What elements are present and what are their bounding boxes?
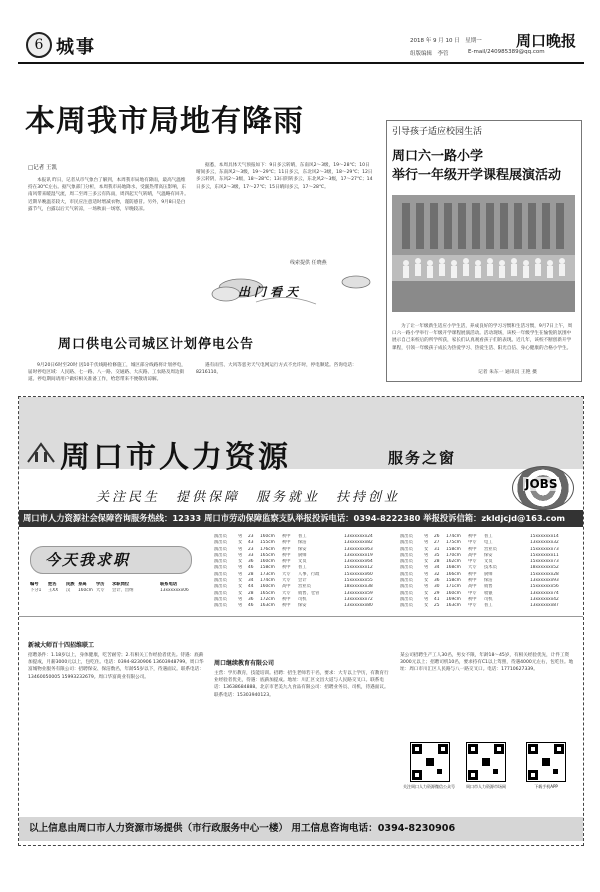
table-cell: 13xxxxxxx64 [344, 559, 373, 565]
table-cell: 35 [434, 552, 440, 558]
table-cell: 身高 [78, 582, 87, 587]
editor-line: 组版编辑 李管 [410, 51, 449, 57]
side-article-headline-1: 周口六一路小学 [392, 149, 484, 164]
table-cell: 男 [424, 534, 429, 539]
table-cell: 男 [424, 540, 429, 546]
jobs-target-badge [512, 466, 574, 510]
table-cell: 演出员 [400, 546, 413, 552]
table-cell: 保安 [484, 552, 493, 558]
table-cell: 大专 [282, 571, 291, 577]
table-cell: 初中 [468, 571, 477, 577]
table-cell: 13xxxxxxx82 [344, 540, 373, 546]
jobseeker-table-right [400, 534, 582, 610]
table-cell: 31 [434, 546, 440, 552]
table-cell: 演出员 [400, 565, 413, 571]
table-cell: 演出员 [400, 552, 413, 558]
table-cell: 保洁 [484, 578, 493, 584]
table-cell: 演出员 [400, 571, 413, 577]
table-cell: 初中 [468, 596, 477, 602]
table-cell: 初中 [468, 546, 477, 552]
table-cell: 普工 [298, 565, 307, 571]
table-cell: 演出员 [400, 584, 413, 590]
table-cell: 29 [434, 590, 440, 596]
side-article-kicker: 引导孩子适应校园生活 [392, 127, 483, 137]
table-cell: 演出员 [400, 578, 413, 584]
table-cell: 文员 [484, 559, 493, 565]
table-cell: 联系电话 [160, 582, 178, 587]
table-cell: 男 [238, 552, 243, 558]
table-cell: 求职岗位 [112, 582, 130, 587]
table-cell: 162cm [446, 559, 461, 565]
bottom-info-bar [19, 817, 583, 841]
table-cell: 编号 [30, 582, 39, 587]
table-cell: 27 [434, 540, 440, 546]
power-body-right: 遇有雨雪、大风等恶劣天气电网运行方式不允许时，停电顺延。咨询电话：8216110。 [196, 363, 357, 376]
table-cell: 172cm [260, 596, 275, 602]
table-cell: 15xxxxxxx14 [530, 534, 559, 539]
table-cell: 13xxxxxxx93 [530, 578, 559, 584]
table-cell: 34 [248, 578, 254, 584]
table-cell: 160cm [78, 588, 93, 594]
lead-headline: 本周我市局地有降雨 [25, 104, 304, 139]
table-cell: 男 [238, 546, 243, 552]
table-cell: 演出员 [214, 534, 227, 539]
hr-logo-icon [26, 440, 56, 464]
table-cell: 160cm [260, 559, 275, 565]
table-cell: 165cm [260, 552, 275, 558]
table-cell: 男 [238, 534, 243, 539]
table-cell: 高中 [468, 584, 477, 590]
table-cell: 女 [424, 578, 429, 584]
table-cell: 170cm [446, 552, 461, 558]
paper-name: 周口晚报 [516, 32, 577, 50]
power-headline: 周口供电公司城区计划停电公告 [58, 337, 255, 352]
table-row [30, 588, 198, 594]
jobseeker-logo [30, 546, 192, 574]
table-cell: 初中 [282, 552, 291, 558]
table-cell: 女 [424, 590, 429, 596]
side-article-byline: 记者 朱东一 通讯员 王艳 摄 [478, 370, 537, 375]
jobseeker-logo-text: 今天我求职 [45, 551, 131, 569]
table-cell: 15xxxxxxx60 [344, 571, 373, 577]
table-cell: 160cm [260, 534, 275, 539]
table-cell: 姓名 [48, 582, 57, 587]
table-cell: 演出员 [400, 534, 413, 539]
issue-date: 2018 年 9 月 10 日 星期一 [410, 38, 482, 44]
table-cell: 演出员 [400, 603, 413, 609]
qr-code-website[interactable] [466, 742, 506, 782]
table-cell: 13xxxxxxx06 [160, 588, 189, 594]
table-cell: 电工 [484, 540, 493, 546]
table-cell: 营业员 [484, 546, 497, 552]
table-cell: 演出员 [214, 552, 227, 558]
table-cell: 34 [434, 565, 440, 571]
table-cell: 学历 [96, 582, 105, 587]
table-cell: 15xxxxxxx73 [530, 559, 559, 565]
table-cell: 36 [248, 596, 254, 602]
table-cell: 女 [238, 578, 243, 584]
table-cell: 演出员 [214, 559, 227, 565]
table-cell: 民族 [66, 582, 75, 587]
table-cell: 营业员 [298, 584, 311, 590]
table-cell: 男 [424, 571, 429, 577]
table-cell: 技术员 [484, 565, 497, 571]
table-cell: 初中 [468, 578, 477, 584]
table-cell: 普工 [298, 534, 307, 539]
table-cell: 15xxxxxxx55 [344, 578, 373, 584]
table-cell: 女 [424, 546, 429, 552]
table-cell: 13xxxxxxx63 [344, 546, 373, 552]
table-cell: 演出员 [214, 540, 227, 546]
bottom-info-text: 以上信息由周口市人力资源市场提供（市行政服务中心一楼） 用工信息咨询电话：0394-8230906 [29, 823, 456, 834]
table-cell: 大专 [468, 565, 477, 571]
table-cell: 演出员 [400, 596, 413, 602]
table-cell: 人事、行政 [298, 571, 320, 577]
table-cell: 160cm [260, 584, 275, 590]
table-cell: 18xxxxxxx38 [344, 584, 373, 590]
lead-byline: □记者 王凯 [28, 165, 57, 171]
table-cell: 174cm [260, 578, 275, 584]
table-cell: 28 [248, 590, 254, 596]
table-row [214, 603, 398, 609]
table-cell: 演出员 [214, 571, 227, 577]
table-cell: 汉 [66, 588, 71, 594]
hotline-text: 周口市人力资源社会保障咨询服务热线：12333 周口市劳动保障监察支队举报投诉电话：0394-8222380 举报投诉信箱：zkldjcjd@163.com [23, 513, 566, 523]
listings-divider [19, 616, 583, 617]
listing-col2-body: 主营：学历教育，技能培训。招聘：招生老师若干名，要求：大专以上学历，有教育行业经验者优先，待遇：底薪加提成。地址：川汇区文昌大道与人民路交叉口。联系电话：13638684888。北京市老美九九食品有限公司：招聘业务员、司机，待遇面议。联系电话：15303940123。 [214, 671, 389, 698]
table-cell: 王XX [48, 588, 59, 594]
qr-code-wechat[interactable] [410, 742, 450, 782]
listing-col1-body: 招聘条件：1.18岁以上，身体健康，吃苦耐劳；2.有相关工作经验者优先。待遇：底薪加提成，月薪3000元以上，包吃住。电话：0394-8230906 13603948799。周口华富城物业服务有限公司：招聘保安、保洁数名，年龄55岁以下，待遇面议。联系电话：13460050005 15993232679。周口华富商业有限公司。 [28, 653, 204, 680]
table-cell: 女 [238, 559, 243, 565]
table-cell: 演出员 [400, 540, 413, 546]
table-cell: 36 [248, 559, 254, 565]
hotline-bar [19, 510, 583, 527]
table-cell: 男 [424, 584, 429, 590]
table-cell: 大专 [96, 588, 105, 594]
table-cell: 158cm [446, 546, 461, 552]
table-cell: 演出员 [214, 578, 227, 584]
table-cell: 女 [238, 590, 243, 596]
table-cell: 中专 [468, 540, 477, 546]
table-cell: 13xxxxxxx72 [344, 596, 373, 602]
table-cell: 15xxxxxxx56 [530, 584, 559, 590]
table-cell: 厨师 [298, 552, 307, 558]
table-cell: 普工 [484, 603, 493, 609]
table-cell: 女 [424, 559, 429, 565]
table-cell: 175cm [446, 540, 461, 546]
table-cell: 会计 [298, 578, 307, 584]
table-cell: 171cm [446, 584, 461, 590]
table-cell: 会计、出纳 [112, 588, 134, 594]
table-cell: 174cm [446, 534, 461, 539]
table-cell: 销售 [484, 584, 493, 590]
table-cell: 销售、仓管 [298, 590, 320, 596]
table-cell: 初中 [282, 534, 291, 539]
table-cell: 13xxxxxxx87 [530, 603, 559, 609]
table-cell: 23 [248, 534, 254, 539]
jobseeker-table-middle [214, 534, 398, 610]
table-cell: 13xxxxxxx74 [530, 590, 559, 596]
qr-code-app[interactable] [526, 742, 566, 782]
table-cell: 保安 [298, 603, 307, 609]
lead-body-right: 据悉，本周具体天气预报如下：9日多云转晴，东南风2～3级，19～28℃；10日晴间多云，东南风2～3级，19～29℃；11日多云，东北风2～3级，18～29℃；12日多云转阴，东风2～3级，18～28℃；13日阴转多云，东北风2～3级，17～27℃；14日多云，东风2～3级，17～27℃；15日晴间多云，17～28℃。 [196, 163, 373, 190]
editor-email: E-mail/240985389@qq.com [468, 49, 545, 55]
table-cell: 13xxxxxxx42 [530, 596, 559, 602]
table-cell: 13xxxxxxx80 [344, 603, 373, 609]
table-cell: 初中 [282, 603, 291, 609]
table-cell: 男 [424, 552, 429, 558]
table-cell: 30 [434, 584, 440, 590]
table-cell: 23 [248, 546, 254, 552]
table-cell: 演出员 [214, 596, 227, 602]
table-cell: 160cm [446, 590, 461, 596]
table-cell: 18xxxxxxx52 [530, 565, 559, 571]
table-cell: 文员 [298, 559, 307, 565]
weather-caption: 出门看天 [238, 285, 303, 299]
header-rule [18, 62, 584, 64]
qr-caption-app: 下载手机APP [534, 784, 558, 789]
side-article-body: 为了让一年级新生适应小学生活，养成良好的学习习惯和生活习惯，9月7日上午，周口六一路小学举行一年级开学课程展演活动。活动现场，该校一年级学生在愉悦的氛围中展示自己来校后的所学所获，家长们认真观看孩子们的表现。近几年，该校不断创新开学课程，引领一年级孩子成长为热爱学习、热爱生活、阳光自信、身心健康的合格小学生。 [392, 324, 573, 351]
table-cell: 173cm [260, 571, 275, 577]
table-cell: 保安 [298, 546, 307, 552]
table-cell: 收银 [484, 590, 493, 596]
school-event-photo [392, 195, 575, 312]
table-cell: 男 [238, 565, 243, 571]
table-cell: 女 [238, 540, 243, 546]
table-cell: 28 [434, 559, 440, 565]
table-cell: 155cm [260, 540, 275, 546]
table-cell: 32 [434, 571, 440, 577]
table-cell: 26 [434, 534, 440, 539]
table-cell: 中专 [468, 590, 477, 596]
hr-ad-title: 周口市人力资源 [60, 440, 291, 475]
jobseeker-table [30, 582, 198, 595]
side-article-headline-2: 举行一年级开学课程展演活动 [392, 168, 562, 183]
table-cell: 15xxxxxxx11 [530, 552, 559, 558]
table-cell: 33 [248, 552, 254, 558]
table-cell: 15xxxxxxx28 [530, 571, 559, 577]
table-cell: 166cm [446, 571, 461, 577]
listing-col3-body: 某公司招聘生产工人30名，男女不限，年龄18～45岁，有相关经验优先，计件工资3000元以上；招聘司机10名，要求持有C1以上驾照，待遇4000元左右，包吃住。地址：周口市川汇区人民路与八一路交叉口。电话：17710627339。 [400, 653, 574, 673]
table-cell: 176cm [260, 546, 275, 552]
table-cell: 28 [248, 571, 254, 577]
table-cell: 169cm [446, 596, 461, 602]
table-cell: 13xxxxxxx19 [344, 552, 373, 558]
table-cell: 厨师 [484, 571, 493, 577]
table-cell: 163cm [260, 603, 275, 609]
section-name: 城事 [56, 37, 96, 58]
table-cell: 演出员 [400, 559, 413, 565]
table-cell: 46 [248, 603, 254, 609]
hr-ad-subtitle: 服务之窗 [388, 449, 457, 467]
table-cell: 初中 [282, 559, 291, 565]
table-cell: 大专 [282, 590, 291, 596]
table-cell: 男 [424, 565, 429, 571]
table-cell: 下分1 [30, 588, 42, 594]
table-cell: 保洁 [298, 540, 307, 546]
table-cell: 高中 [282, 584, 291, 590]
table-row [400, 603, 582, 609]
table-cell: 演出员 [214, 546, 227, 552]
hr-ad-slogan: 关注民生 提供保障 服务就业 扶持创业 [96, 490, 401, 505]
table-cell: 44 [248, 584, 254, 590]
table-cell: 41 [434, 596, 440, 602]
listing-col1-title: 新城大师百十四招维联工 [28, 642, 95, 649]
table-cell: 158cm [260, 565, 275, 571]
table-cell: 司机 [484, 596, 493, 602]
table-cell: 46 [248, 565, 254, 571]
table-cell: 大专 [282, 578, 291, 584]
jobs-badge-label: JOBS [525, 477, 558, 491]
page-number-badge [26, 32, 52, 58]
table-cell: 13xxxxxxx32 [530, 540, 559, 546]
table-cell: 15xxxxxxx12 [344, 565, 373, 571]
listing-col2-title: 周口继续教育有限公司 [214, 660, 275, 667]
table-cell: 演出员 [214, 590, 227, 596]
page-header [18, 28, 584, 68]
table-cell: 男 [424, 596, 429, 602]
table-cell: 中专 [468, 559, 477, 565]
table-cell: 168cm [446, 565, 461, 571]
table-cell: 158cm [446, 578, 461, 584]
table-cell: 男 [238, 596, 243, 602]
table-cell: 13xxxxxxx59 [344, 590, 373, 596]
power-body-left: 9月20日6时至20时 因10千伏线路检修施工，城区部分线路将计划停电，届时停电区域：人民路、七一路、八一路、交通路、大庆路、工农路及周边街道。停电期间请用户做好相关准备工作，给您带来不便敬请谅解。 [28, 363, 186, 383]
table-cell: 163cm [446, 603, 461, 609]
table-cell: 25 [434, 603, 440, 609]
qr-caption-wechat: 关注周口人力资源微信公众号 [403, 784, 455, 789]
table-cell: 36 [434, 578, 440, 584]
table-cell: 43 [248, 540, 254, 546]
table-cell: 女 [238, 584, 243, 590]
lead-source-note: 线索提供 任晓燕 [290, 260, 327, 266]
table-cell: 普工 [484, 534, 493, 539]
table-cell: 初中 [282, 546, 291, 552]
table-cell: 男 [238, 571, 243, 577]
lead-body-left: 本报讯 昨日，记者从市气象台了解到，本周我市局地有降雨，最高气温维持在30℃左右。据气象部门分析，本周我市局地降水，受副热带高压影响，东南风带来暖湿气流，周二至周三多云有阵雨，周四起天气转晴，气温略有回升。近期早晚温差较大，市民应注意适时增减衣物，谨防感冒。另外，9月8日是白露节气，白露以后天气转凉，一场秋雨一场寒，早晚较凉。 [28, 178, 189, 212]
table-cell: 演出员 [214, 603, 227, 609]
table-cell: 初中 [282, 596, 291, 602]
page-number: 6 [34, 37, 44, 53]
table-cell: 女 [424, 603, 429, 609]
table-cell: 演出员 [400, 590, 413, 596]
table-cell: 演出员 [214, 584, 227, 590]
table-cell: 中专 [468, 603, 477, 609]
table-cell: 高中 [468, 552, 477, 558]
table-cell: 演出员 [214, 565, 227, 571]
table-cell: 司机 [298, 596, 307, 602]
table-cell: 13xxxxxxx24 [344, 534, 373, 539]
table-cell: 165cm [260, 590, 275, 596]
table-cell: 初中 [282, 540, 291, 546]
table-cell: 初中 [282, 565, 291, 571]
qr-caption-website: 周口市人力资源市场网 [466, 784, 506, 789]
table-cell: 初中 [468, 534, 477, 539]
table-cell: 男 [238, 603, 243, 609]
table-cell: 15xxxxxxx73 [530, 546, 559, 552]
